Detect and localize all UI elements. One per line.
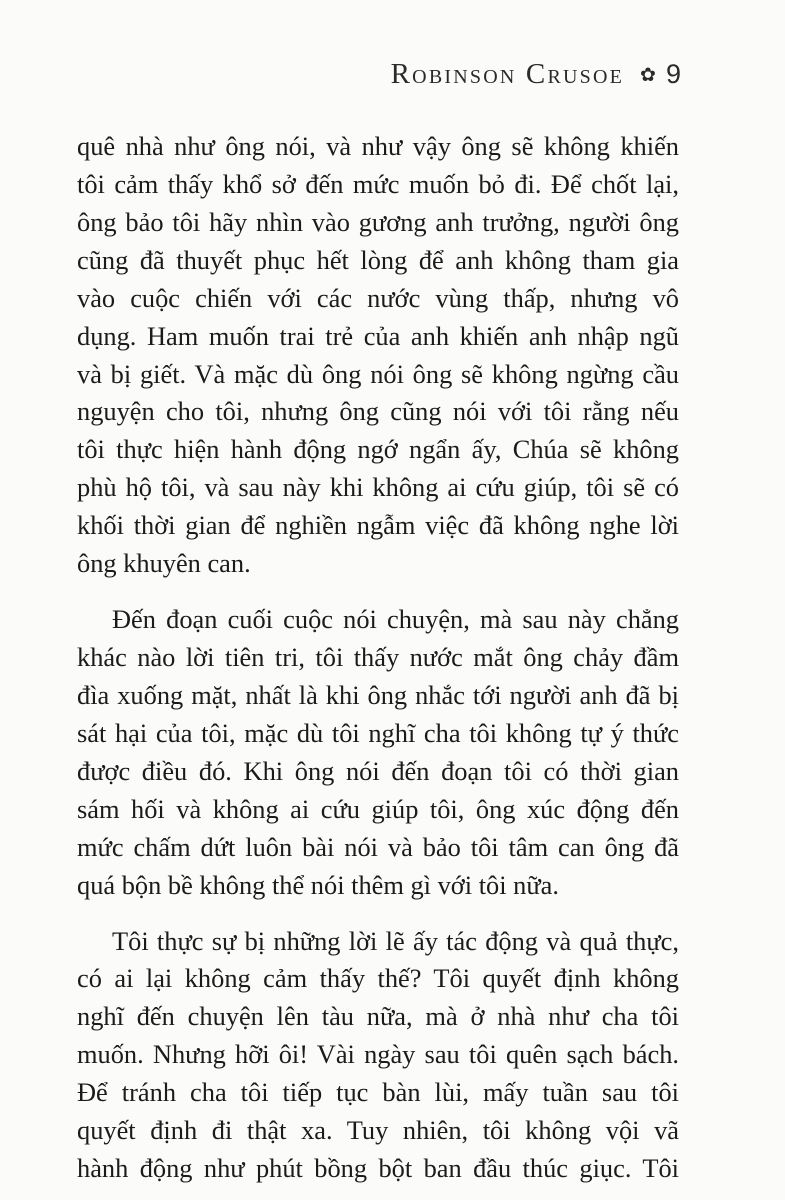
text-line: nghĩ đến chuyện lên tàu nữa, mà ở nhà như cha tôi <box>77 1001 679 1032</box>
text-line: được điều đó. Khi ông nói đến đoạn tôi có thời gian <box>77 755 679 786</box>
text-line: và bị giết. Và mặc dù ông nói ông sẽ không ngừng cầu <box>77 358 679 389</box>
text-line: nguyện cho tôi, nhưng ông cũng nói với tôi rằng nếu <box>77 396 679 427</box>
text-line: quê nhà như ông nói, và như vậy ông sẽ không khiến <box>77 131 679 161</box>
running-head <box>391 58 681 91</box>
book-title: Robinson Crusoe <box>390 58 625 90</box>
text-line: mức chấm dứt luôn bài nói và bảo tôi tâm can ông đã <box>77 831 679 862</box>
text-line: ông khuyên can. <box>77 548 251 579</box>
text-line: tôi cảm thấy khổ sở đến mức muốn bỏ đi. Để chốt lại, <box>77 168 679 199</box>
text-line: phù hộ tôi, và sau này khi không ai cứu giúp, tôi sẽ có <box>77 472 679 503</box>
text-line: dụng. Ham muốn trai trẻ của anh khiến anh nhập ngũ <box>77 320 679 351</box>
text-line: khối thời gian để nghiền ngẫm việc đã không nghe lời <box>77 510 679 541</box>
text-line: đìa xuống mặt, nhất là khi ông nhắc tới người anh đã bị <box>77 679 679 710</box>
text-line: Đến đoạn cuối cuộc nói chuyện, mà sau này chẳng <box>112 604 679 635</box>
text-line: Tôi thực sự bị những lời lẽ ấy tác động và quả thực, <box>112 925 679 956</box>
text-line: có ai lại không cảm thấy thế? Tôi quyết định không <box>77 963 679 994</box>
flower-ornament-icon: ✿ <box>640 63 656 86</box>
text-line: quá bộn bề không thể nói thêm gì với tôi nữa. <box>77 869 559 900</box>
text-line: quyết định đi thật xa. Tuy nhiên, tôi không vội vã <box>77 1115 679 1146</box>
page-number: 9 <box>665 59 681 89</box>
text-line: sát hại của tôi, mặc dù tôi nghĩ cha tôi không tự ý thức <box>77 717 679 748</box>
text-line: khác nào lời tiên tri, tôi thấy nước mắt ông chảy đầm <box>77 642 679 673</box>
text-line: ông bảo tôi hãy nhìn vào gương anh trưởng, người ông <box>77 206 679 237</box>
text-line: sám hối và không ai cứu giúp tôi, ông xúc động đến <box>77 793 679 824</box>
text-line: tôi thực hiện hành động ngớ ngẩn ấy, Chúa sẽ không <box>77 434 679 465</box>
text-line: muốn. Nhưng hỡi ôi! Vài ngày sau tôi quên sạch bách. <box>77 1039 679 1070</box>
text-line: hành động như phút bồng bột ban đầu thúc giục. Tôi <box>77 1153 679 1184</box>
text-line: cũng đã thuyết phục hết lòng để anh không tham gia <box>77 244 679 275</box>
text-line: vào cuộc chiến với các nước vùng thấp, nhưng vô <box>77 282 679 313</box>
text-line: Để tránh cha tôi tiếp tục bàn lùi, mấy tuần sau tôi <box>77 1077 679 1108</box>
